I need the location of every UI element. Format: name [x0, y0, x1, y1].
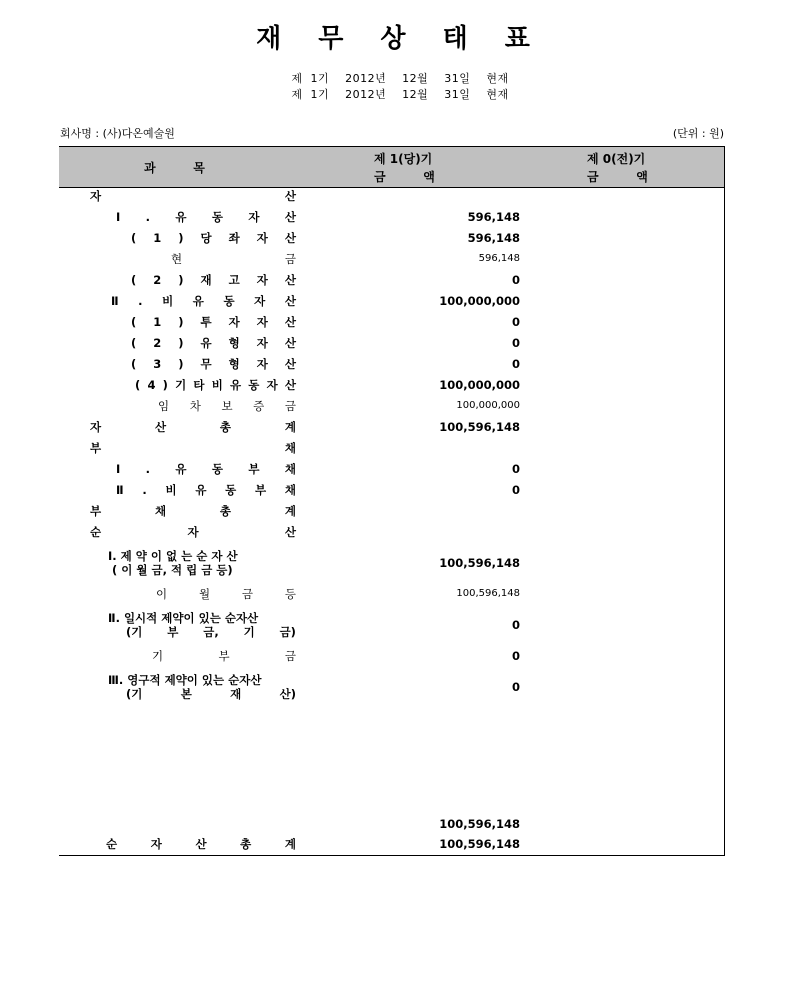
row-label: 현 금 [171, 252, 296, 266]
temp-restricted-label-2: (기 부 금, 기 금) [126, 625, 296, 639]
row-label: 부 채 [90, 441, 296, 455]
header-current-period: 제 1(당)기 [374, 152, 433, 166]
donation-amount: 0 [511, 649, 520, 663]
row-label: ( 1 ) 당 좌 자 산 [131, 231, 296, 245]
row-amount: 596,148 [478, 253, 520, 264]
row-label: Ⅰ . 유 동 부 채 [116, 462, 296, 476]
header-prior-amount: 금 액 [587, 170, 648, 184]
temp-restricted-label-1: Ⅱ. 일시적 제약이 있는 순자산 [108, 611, 259, 625]
row-amount: 100,596,148 [439, 420, 520, 434]
table-right-border [724, 146, 725, 856]
row-label: 자 산 [90, 189, 296, 203]
period-line-1: 제 1기 2012년 12월 31일 현재 [291, 72, 509, 85]
row-amount: 596,148 [467, 231, 520, 245]
row-amount: 596,148 [467, 210, 520, 224]
net-assets-total-amount: 100,596,148 [439, 837, 520, 851]
net-assets-subtotal-amount: 100,596,148 [439, 817, 520, 831]
row-label: ( 2 ) 재 고 자 산 [131, 273, 296, 287]
perm-restricted-label-2: (기 본 재 산) [126, 687, 296, 701]
net-assets-total-label: 순 자 산 총 계 [106, 837, 296, 851]
row-amount: 0 [511, 462, 520, 476]
carryover-amount: 100,596,148 [456, 588, 520, 599]
row-amount: 100,000,000 [439, 378, 520, 392]
row-amount: 100,000,000 [456, 400, 520, 411]
row-amount: 0 [511, 273, 520, 287]
row-amount: 0 [511, 336, 520, 350]
row-label: 자 산 총 계 [90, 420, 296, 434]
perm-restricted-label-1: Ⅲ. 영구적 제약이 있는 순자산 [108, 673, 262, 687]
row-label: ( 3 ) 무 형 자 산 [131, 357, 296, 371]
table-header [59, 146, 724, 188]
row-label: Ⅱ . 비 유 동 부 채 [116, 483, 296, 497]
table-bottom-border [59, 855, 725, 856]
row-amount: 0 [511, 315, 520, 329]
donation-label: 기 부 금 [152, 649, 296, 663]
header-prior-period: 제 0(전)기 [587, 152, 646, 166]
unrestricted-net-assets-label-1: Ⅰ. 제 약 이 없 는 순 자 산 [108, 549, 238, 563]
row-label: 임 차 보 증 금 [158, 399, 296, 413]
header-account: 과 목 [144, 161, 205, 175]
page-title: 재 무 상 태 표 [256, 24, 544, 54]
period-line-2: 제 1기 2012년 12월 31일 현재 [291, 88, 509, 101]
company-name: 회사명 : (사)다온예술원 [60, 127, 175, 140]
row-amount: 100,000,000 [439, 294, 520, 308]
perm-restricted-amount: 0 [511, 680, 520, 694]
row-label: Ⅰ . 유 동 자 산 [116, 210, 296, 224]
unrestricted-net-assets-amount: 100,596,148 [439, 556, 520, 570]
unit-label: (단위 : 원) [672, 127, 724, 140]
row-amount: 0 [511, 357, 520, 371]
row-label: 부 채 총 계 [90, 504, 296, 518]
row-label: 순 자 산 [90, 525, 296, 539]
header-current-amount: 금 액 [374, 170, 435, 184]
row-amount: 0 [511, 483, 520, 497]
row-label: Ⅱ . 비 유 동 자 산 [111, 294, 296, 308]
unrestricted-net-assets-label-2: ( 이 월 금, 적 립 금 등) [112, 563, 233, 577]
row-label: ( 1 ) 투 자 자 산 [131, 315, 296, 329]
carryover-label: 이 월 금 등 [156, 587, 296, 601]
temp-restricted-amount: 0 [511, 618, 520, 632]
row-label: ( 4 ) 기 타 비 유 동 자 산 [135, 378, 296, 392]
row-label: ( 2 ) 유 형 자 산 [131, 336, 296, 350]
